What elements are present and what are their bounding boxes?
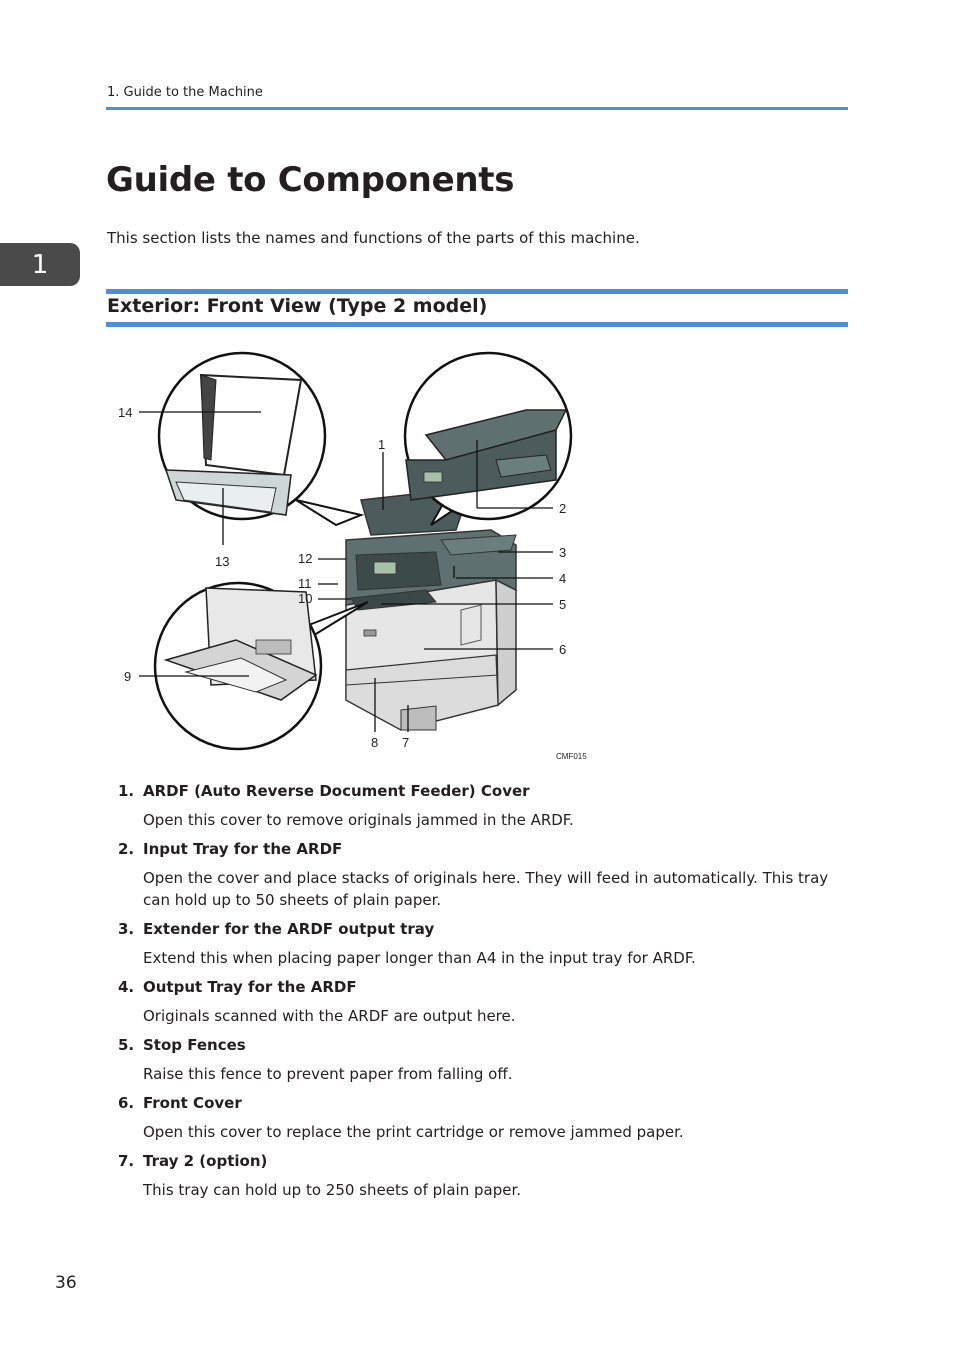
running-header: 1. Guide to the Machine	[107, 85, 263, 100]
chapter-tab	[0, 243, 80, 286]
printer-illustration	[106, 340, 596, 770]
item-number: 3.	[118, 920, 135, 938]
chapter-number: 1	[31, 249, 49, 280]
callout-6: 6	[559, 642, 567, 657]
section-top-rule	[106, 289, 848, 294]
item-description: Originals scanned with the ARDF are output here.	[143, 1007, 516, 1025]
item-title: Stop Fences	[143, 1036, 246, 1054]
page-number: 36	[55, 1273, 77, 1293]
item-description: This tray can hold up to 250 sheets of plain paper.	[143, 1181, 521, 1199]
callout-11: 11	[298, 576, 312, 591]
list-item	[118, 918, 848, 969]
callout-12: 12	[298, 551, 313, 566]
list-item	[118, 838, 848, 911]
item-number: 1.	[118, 782, 135, 800]
callout-9: 9	[124, 669, 132, 684]
list-item	[118, 1034, 848, 1085]
item-number: 2.	[118, 840, 135, 858]
scanner-glass-zoom	[159, 353, 361, 525]
callout-7: 7	[402, 735, 410, 750]
list-item	[118, 780, 848, 831]
callout-13: 13	[215, 554, 230, 569]
list-item	[118, 1150, 848, 1201]
item-description: Open this cover to remove originals jammed in the ARDF.	[143, 811, 574, 829]
item-number: 4.	[118, 978, 135, 996]
component-list	[118, 780, 848, 1208]
printer-body	[346, 490, 516, 730]
item-number: 5.	[118, 1036, 135, 1054]
list-item	[118, 976, 848, 1027]
item-title: Input Tray for the ARDF	[143, 840, 343, 858]
intro-text: This section lists the names and functions of the parts of this machine.	[107, 229, 640, 247]
item-title: Tray 2 (option)	[143, 1152, 268, 1170]
list-item	[118, 1092, 848, 1143]
section-title: Exterior: Front View (Type 2 model)	[107, 295, 488, 317]
figure-code: CMF015	[556, 752, 587, 761]
item-number: 7.	[118, 1152, 135, 1170]
callout-1: 1	[378, 437, 386, 452]
item-number: 6.	[118, 1094, 135, 1112]
callout-2: 2	[559, 501, 567, 516]
callout-8: 8	[371, 735, 379, 750]
item-description: Open the cover and place stacks of originals here. They will feed in automatically. This tray can hold up to 50 sheets of plain paper.	[143, 869, 829, 909]
item-description: Extend this when placing paper longer than A4 in the input tray for ARDF.	[143, 949, 696, 967]
header-rule	[106, 107, 848, 110]
item-description: Raise this fence to prevent paper from falling off.	[143, 1065, 513, 1083]
item-title: ARDF (Auto Reverse Document Feeder) Cover	[143, 782, 530, 800]
callout-3: 3	[559, 545, 567, 560]
item-title: Extender for the ARDF output tray	[143, 920, 435, 938]
callout-10: 10	[298, 591, 313, 606]
bypass-tray-zoom	[155, 583, 368, 749]
callout-4: 4	[559, 571, 567, 586]
item-title: Output Tray for the ARDF	[143, 978, 357, 996]
section-bottom-rule	[106, 322, 848, 327]
printer-drawing	[106, 340, 596, 770]
callout-14: 14	[118, 405, 133, 420]
page-title: Guide to Components	[106, 160, 515, 200]
item-description: Open this cover to replace the print cartridge or remove jammed paper.	[143, 1123, 684, 1141]
callout-5: 5	[559, 597, 567, 612]
item-title: Front Cover	[143, 1094, 242, 1112]
